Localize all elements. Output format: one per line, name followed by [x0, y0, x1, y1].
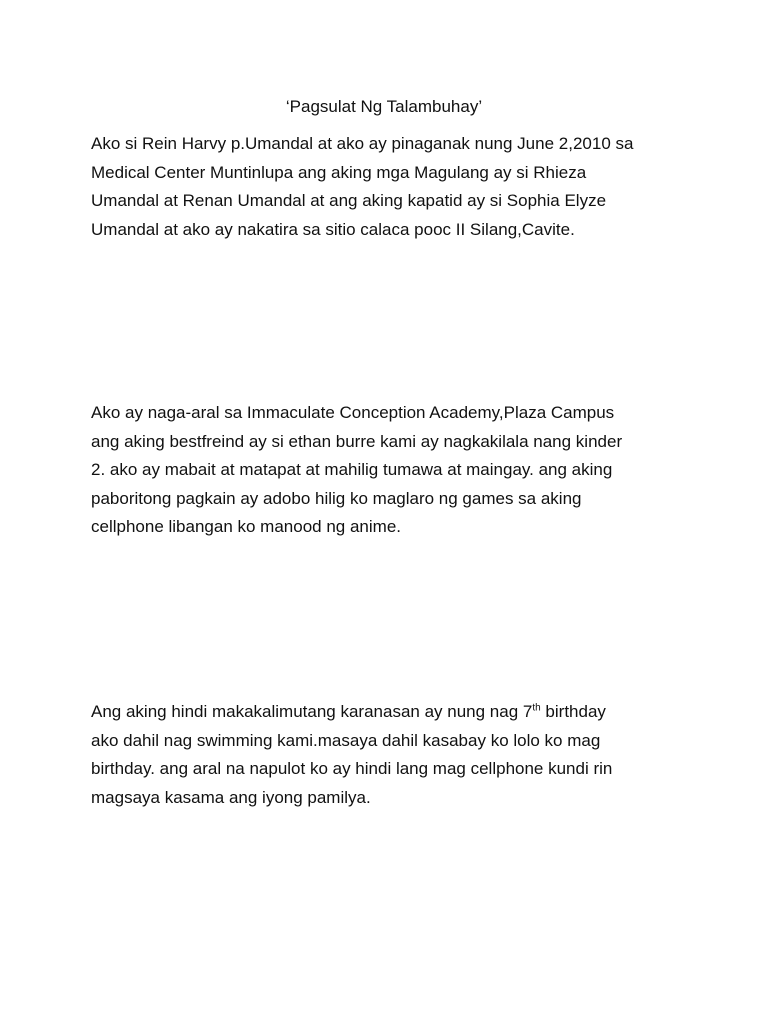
paragraph-line: ako dahil nag swimming kami.masaya dahil kasabay ko lolo ko mag	[91, 730, 601, 750]
ordinal-superscript: th	[532, 702, 541, 714]
paragraph-line: Umandal at Renan Umandal at ang aking kapatid ay si Sophia Elyze	[91, 191, 607, 211]
paragraph-line: Medical Center Muntinlupa ang aking mga Magulang ay si Rhieza	[91, 162, 587, 182]
paragraph-line: Ako si Rein Harvy p.Umandal at ako ay pinaganak nung June 2,2010 sa	[91, 134, 634, 153]
paragraph-line: magsaya kasama ang iyong pamilya.	[91, 787, 371, 807]
line-text-after-superscript: birthday	[540, 702, 606, 721]
document-title: ‘Pagsulat Ng Talambuhay’	[285, 97, 483, 116]
paragraph-line: Umandal at ako ay nakatira sa sitio calaca pooc II Silang,Cavite.	[91, 219, 575, 239]
paragraph-birth-family	[91, 130, 691, 244]
paragraph-memorable-experience	[91, 698, 691, 812]
paragraph-line: cellphone libangan ko manood ng anime.	[91, 517, 402, 537]
paragraph-line	[91, 698, 691, 727]
paragraph-line: birthday. ang aral na napulot ko ay hindi lang mag cellphone kundi rin	[91, 759, 613, 779]
paragraph-line: 2. ako ay mabait at matapat at mahilig tumawa at maingay. ang aking	[91, 460, 613, 480]
paragraph-line: ang aking bestfreind ay si ethan burre kami ay nagkakilala nang kinder	[91, 431, 623, 451]
paragraph-line: Ako ay naga-aral sa Immaculate Conception Academy,Plaza Campus	[91, 403, 615, 422]
line-text-before-superscript: Ang aking hindi makakalimutang karanasan ay nung nag 7	[91, 702, 533, 721]
paragraph-school-hobbies	[91, 399, 691, 542]
paragraph-line: paboritong pagkain ay adobo hilig ko maglaro ng games sa aking	[91, 488, 582, 508]
